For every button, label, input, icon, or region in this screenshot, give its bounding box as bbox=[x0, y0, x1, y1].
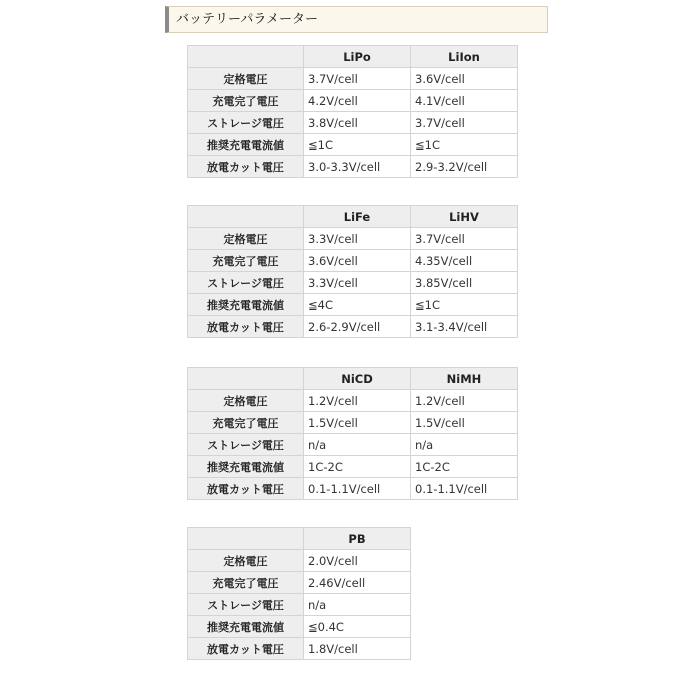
table-cell: 3.6V/cell bbox=[304, 250, 411, 272]
battery-table-lipo-liion bbox=[187, 45, 518, 178]
column-header: NiMH bbox=[411, 368, 518, 390]
table-cell: n/a bbox=[304, 434, 411, 456]
row-header-full-charge-voltage: 充電完了電圧 bbox=[188, 250, 304, 272]
table-cell: ≦4C bbox=[304, 294, 411, 316]
table-cell: ≦1C bbox=[411, 134, 518, 156]
table-row bbox=[188, 316, 518, 338]
table-row bbox=[188, 638, 411, 660]
table-row bbox=[188, 90, 518, 112]
table-cell: 0.1-1.1V/cell bbox=[411, 478, 518, 500]
row-header-cutoff-voltage: 放電カット電圧 bbox=[188, 156, 304, 178]
corner-cell bbox=[188, 368, 304, 390]
row-header-charge-current: 推奨充電電流値 bbox=[188, 294, 304, 316]
table-header-row bbox=[188, 368, 518, 390]
table-cell: 4.1V/cell bbox=[411, 90, 518, 112]
row-header-rated-voltage: 定格電圧 bbox=[188, 228, 304, 250]
table-row bbox=[188, 250, 518, 272]
table-cell: 1.8V/cell bbox=[304, 638, 411, 660]
table-cell: 4.2V/cell bbox=[304, 90, 411, 112]
row-header-cutoff-voltage: 放電カット電圧 bbox=[188, 478, 304, 500]
column-header: NiCD bbox=[304, 368, 411, 390]
table-cell: 1C-2C bbox=[304, 456, 411, 478]
table-row bbox=[188, 68, 518, 90]
row-header-storage-voltage: ストレージ電圧 bbox=[188, 434, 304, 456]
table-row bbox=[188, 478, 518, 500]
table-row bbox=[188, 550, 411, 572]
table-row bbox=[188, 294, 518, 316]
table-cell: 3.8V/cell bbox=[304, 112, 411, 134]
column-header: LiHV bbox=[411, 206, 518, 228]
table-cell: 3.0-3.3V/cell bbox=[304, 156, 411, 178]
row-header-rated-voltage: 定格電圧 bbox=[188, 550, 304, 572]
table-row bbox=[188, 272, 518, 294]
column-header: LiIon bbox=[411, 46, 518, 68]
table-cell: 4.35V/cell bbox=[411, 250, 518, 272]
table-row bbox=[188, 228, 518, 250]
table-cell: 0.1-1.1V/cell bbox=[304, 478, 411, 500]
corner-cell bbox=[188, 46, 304, 68]
table-cell: 1C-2C bbox=[411, 456, 518, 478]
table-cell: 2.6-2.9V/cell bbox=[304, 316, 411, 338]
table-row bbox=[188, 112, 518, 134]
row-header-full-charge-voltage: 充電完了電圧 bbox=[188, 572, 304, 594]
table-row bbox=[188, 616, 411, 638]
table-cell: 3.7V/cell bbox=[304, 68, 411, 90]
table-row bbox=[188, 572, 411, 594]
table-cell: 1.5V/cell bbox=[411, 412, 518, 434]
table-cell: ≦1C bbox=[304, 134, 411, 156]
row-header-charge-current: 推奨充電電流値 bbox=[188, 456, 304, 478]
table-header-row bbox=[188, 528, 411, 550]
table-header-row bbox=[188, 46, 518, 68]
battery-table-nicd-nimh bbox=[187, 367, 518, 500]
row-header-storage-voltage: ストレージ電圧 bbox=[188, 594, 304, 616]
table-cell: 2.0V/cell bbox=[304, 550, 411, 572]
row-header-charge-current: 推奨充電電流値 bbox=[188, 134, 304, 156]
table-cell: 3.3V/cell bbox=[304, 272, 411, 294]
corner-cell bbox=[188, 528, 304, 550]
table-cell: 3.1-3.4V/cell bbox=[411, 316, 518, 338]
row-header-full-charge-voltage: 充電完了電圧 bbox=[188, 412, 304, 434]
table-cell: 1.2V/cell bbox=[411, 390, 518, 412]
table-cell: n/a bbox=[304, 594, 411, 616]
table-row bbox=[188, 134, 518, 156]
column-header: LiFe bbox=[304, 206, 411, 228]
battery-table-life-lihv bbox=[187, 205, 518, 338]
table-header-row bbox=[188, 206, 518, 228]
table-row bbox=[188, 390, 518, 412]
column-header: LiPo bbox=[304, 46, 411, 68]
table-cell: ≦0.4C bbox=[304, 616, 411, 638]
column-header: PB bbox=[304, 528, 411, 550]
row-header-storage-voltage: ストレージ電圧 bbox=[188, 272, 304, 294]
row-header-full-charge-voltage: 充電完了電圧 bbox=[188, 90, 304, 112]
table-cell: ≦1C bbox=[411, 294, 518, 316]
table-cell: 3.85V/cell bbox=[411, 272, 518, 294]
table-row bbox=[188, 156, 518, 178]
corner-cell bbox=[188, 206, 304, 228]
battery-table-pb bbox=[187, 527, 411, 660]
table-cell: 1.2V/cell bbox=[304, 390, 411, 412]
row-header-storage-voltage: ストレージ電圧 bbox=[188, 112, 304, 134]
row-header-rated-voltage: 定格電圧 bbox=[188, 68, 304, 90]
table-cell: 3.6V/cell bbox=[411, 68, 518, 90]
table-cell: 2.9-3.2V/cell bbox=[411, 156, 518, 178]
table-row bbox=[188, 594, 411, 616]
table-cell: 3.7V/cell bbox=[411, 228, 518, 250]
table-row bbox=[188, 412, 518, 434]
table-cell: 1.5V/cell bbox=[304, 412, 411, 434]
row-header-rated-voltage: 定格電圧 bbox=[188, 390, 304, 412]
table-row bbox=[188, 434, 518, 456]
table-cell: 3.3V/cell bbox=[304, 228, 411, 250]
table-row bbox=[188, 456, 518, 478]
table-cell: n/a bbox=[411, 434, 518, 456]
table-cell: 3.7V/cell bbox=[411, 112, 518, 134]
row-header-charge-current: 推奨充電電流値 bbox=[188, 616, 304, 638]
section-title: バッテリーパラメーター bbox=[165, 6, 548, 33]
row-header-cutoff-voltage: 放電カット電圧 bbox=[188, 316, 304, 338]
row-header-cutoff-voltage: 放電カット電圧 bbox=[188, 638, 304, 660]
table-cell: 2.46V/cell bbox=[304, 572, 411, 594]
